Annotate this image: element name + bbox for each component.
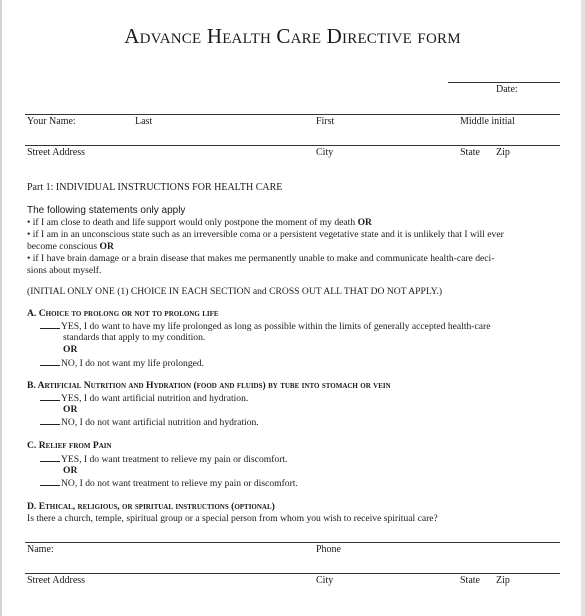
contact-street-label: Street Address: [27, 575, 86, 586]
section-d-heading: D. Ethical, religious, or spiritual instructions (optional): [27, 501, 275, 512]
bullet-close-to-death: • if I am close to death and life support would only postpone the moment of my death OR: [27, 217, 372, 228]
section-c-no-initial-blank[interactable]: [40, 477, 60, 486]
statements-heading: The following statements only apply: [27, 205, 186, 216]
bullet-brain-damage-line2: sions about myself.: [27, 265, 102, 276]
bullet-unconscious-line2: become conscious OR: [27, 241, 114, 252]
section-b-or: OR: [63, 404, 78, 415]
section-b-yes: YES, I do want artificial nutrition and hydration.: [40, 392, 248, 405]
name-line[interactable]: [25, 114, 560, 115]
section-b-heading: B. Artificial Nutrition and Hydration (food and fluids) by tube into stomach or vein: [27, 380, 391, 391]
date-label: Date:: [496, 84, 518, 95]
contact-name-label: Name:: [27, 544, 54, 555]
section-a-or: OR: [63, 344, 78, 355]
state-label: State: [460, 147, 480, 158]
section-c-heading: C. Relief from Pain: [27, 440, 112, 451]
your-name-label: Your Name:: [27, 116, 76, 127]
section-c-or: OR: [63, 465, 78, 476]
section-a-yes-continued: standards that apply to my condition.: [63, 332, 206, 343]
contact-state-label: State: [460, 575, 480, 586]
form-title: Advance Health Care Directive form: [124, 24, 461, 48]
section-c-no: NO, I do not want treatment to relieve my pain or discomfort.: [40, 477, 298, 490]
left-page-edge: [0, 0, 2, 616]
contact-city-label: City: [316, 575, 334, 586]
section-b-yes-initial-blank[interactable]: [40, 392, 60, 401]
section-a-heading: A. Choice to prolong or not to prolong life: [27, 308, 219, 319]
section-a-no: NO, I do not want my life prolonged.: [40, 357, 204, 370]
contact-address-line[interactable]: [25, 573, 560, 574]
part1-heading: Part 1: INDIVIDUAL INSTRUCTIONS FOR HEALTH CARE: [27, 182, 283, 193]
contact-zip-label: Zip: [496, 575, 510, 586]
section-a-yes: YES, I do want to have my life prolonged as long as possible within the limits of generally accepted health-care: [40, 320, 490, 333]
section-c-yes: YES, I do want treatment to relieve my pain or discomfort.: [40, 453, 287, 466]
section-d-question: Is there a church, temple, spiritual group or a special person from whom you wish to receive spiritual care?: [27, 513, 438, 524]
right-page-edge: [581, 0, 585, 616]
last-name-label: Last: [135, 116, 153, 127]
section-c-yes-initial-blank[interactable]: [40, 453, 60, 462]
date-line[interactable]: [448, 82, 560, 83]
section-a-no-initial-blank[interactable]: [40, 357, 60, 366]
contact-phone-label: Phone: [316, 544, 341, 555]
bullet-unconscious-line1: • if I am in an unconscious state such as an irreversible coma or a persistent vegetative state and it is unlikely that I will ever: [27, 229, 504, 240]
middle-initial-label: Middle initial: [460, 116, 515, 127]
bullet-brain-damage-line1: • if I have brain damage or a brain disease that makes me permanently unable to make and communicate health-care deci-: [27, 253, 495, 264]
contact-name-line[interactable]: [25, 542, 560, 543]
section-b-no: NO, I do not want artificial nutrition and hydration.: [40, 416, 259, 429]
address-line[interactable]: [25, 145, 560, 146]
zip-label: Zip: [496, 147, 510, 158]
section-b-no-initial-blank[interactable]: [40, 416, 60, 425]
street-address-label: Street Address: [27, 147, 86, 158]
first-name-label: First: [316, 116, 335, 127]
section-a-yes-initial-blank[interactable]: [40, 320, 60, 329]
initial-instruction: (INITIAL ONLY ONE (1) CHOICE IN EACH SECTION and CROSS OUT ALL THAT DO NOT APPLY.): [27, 286, 443, 297]
city-label: City: [316, 147, 334, 158]
